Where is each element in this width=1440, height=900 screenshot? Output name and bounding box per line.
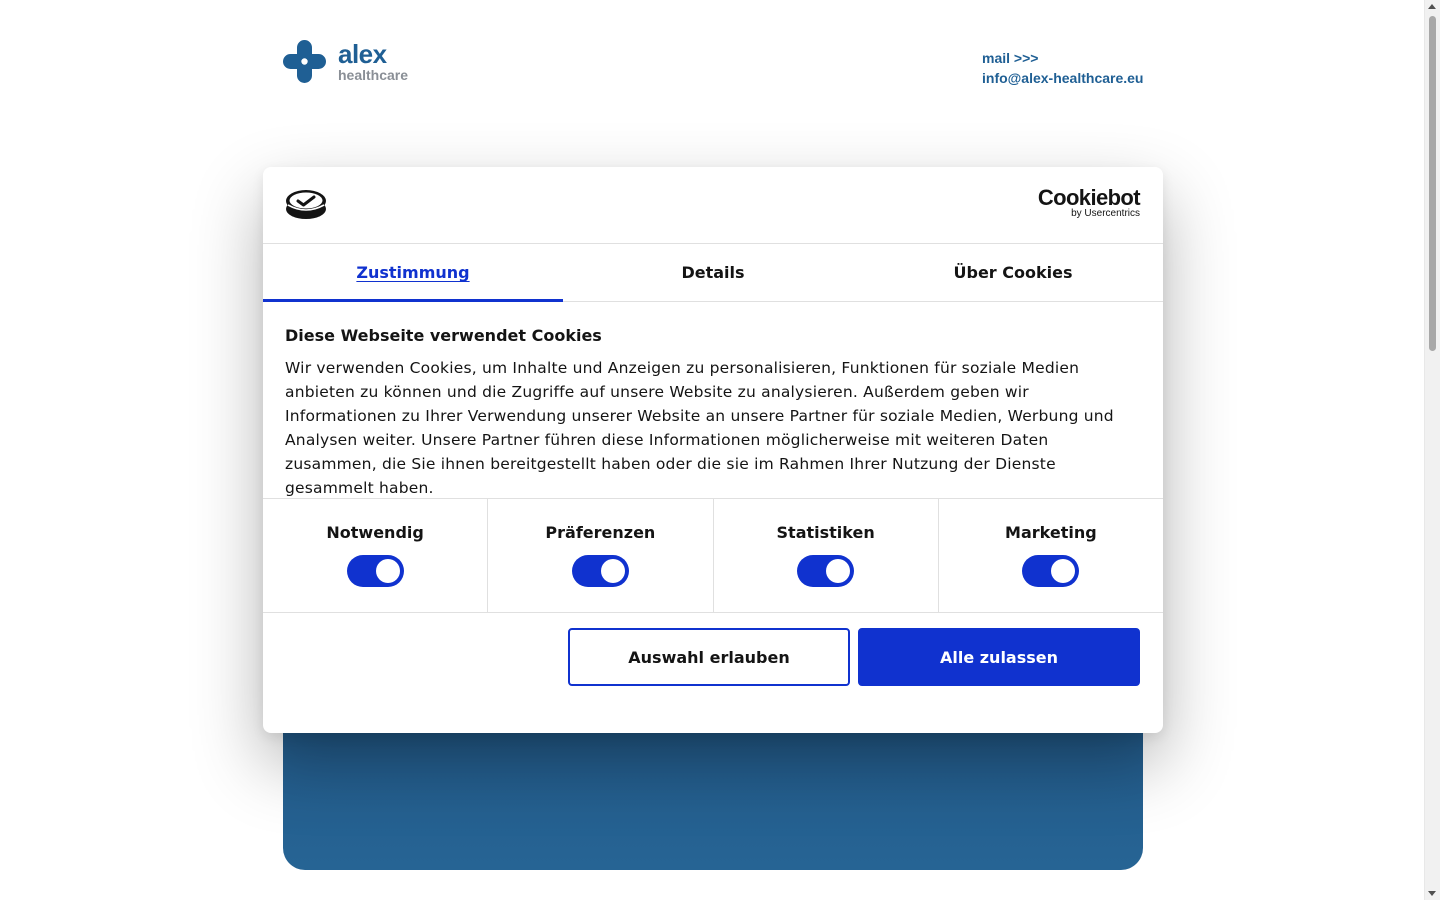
- vertical-scrollbar[interactable]: [1424, 0, 1440, 900]
- marketing-toggle[interactable]: [1022, 555, 1079, 587]
- contact-block: [982, 48, 1143, 88]
- category-label: Statistiken: [776, 523, 875, 542]
- consent-description: Wir verwenden Cookies, um Inhalte und Anzeigen zu personalisieren, Funktionen für soziale Medien anbieten zu können und die Zugriffe auf unsere Website zu analysieren. Außerdem geben wir Informationen zu Ihrer Verwendung unserer Website an unsere Partner für soziale Medien, Werbung und Analysen weiter. Unsere Partner führen diese Informationen möglicherweise mit weiteren Daten zusammen, die Sie ihnen bereitgestellt haben oder die sie im Rahmen Ihrer Nutzung der Dienste gesammelt haben.: [285, 359, 1114, 497]
- category-preferences: [488, 499, 713, 612]
- consent-title: Diese Webseite verwendet Cookies: [285, 326, 602, 345]
- category-label: Präferenzen: [545, 523, 656, 542]
- cookie-icon: [285, 188, 327, 224]
- consent-tabs: [263, 244, 1163, 302]
- scroll-up-arrow-icon[interactable]: [1428, 4, 1436, 9]
- category-marketing: [939, 499, 1163, 612]
- dialog-actions: [263, 613, 1163, 686]
- toggle-knob: [601, 559, 625, 583]
- tab-ueber-cookies[interactable]: Über Cookies: [953, 263, 1073, 282]
- logo-wordmark: alex: [338, 39, 387, 69]
- category-statistics: [714, 499, 939, 612]
- category-label: Marketing: [1005, 523, 1097, 542]
- scroll-down-arrow-icon[interactable]: [1428, 891, 1436, 896]
- cookie-consent-dialog: [263, 167, 1163, 733]
- cookiebot-wordmark: Cookiebot: [1037, 185, 1140, 210]
- cookiebot-logo[interactable]: [1038, 187, 1140, 220]
- scrollbar-thumb[interactable]: [1429, 16, 1436, 351]
- toggle-knob: [1051, 559, 1075, 583]
- toggle-knob: [376, 559, 400, 583]
- consent-body: [263, 302, 1163, 499]
- mail-link[interactable]: info@alex-healthcare.eu: [982, 70, 1144, 86]
- tab-zustimmung[interactable]: Zustimmung: [263, 244, 563, 301]
- tab-details[interactable]: Details: [681, 263, 745, 282]
- logo-subtitle: healthcare: [338, 67, 409, 83]
- category-label: Notwendig: [326, 523, 424, 542]
- allow-all-button[interactable]: Alle zulassen: [858, 628, 1140, 686]
- statistics-toggle[interactable]: [797, 555, 854, 587]
- site-logo[interactable]: [283, 40, 408, 83]
- category-toggles: [263, 499, 1163, 613]
- category-necessary: [263, 499, 488, 612]
- allow-selection-button[interactable]: Auswahl erlauben: [568, 628, 850, 686]
- necessary-toggle[interactable]: [347, 555, 404, 587]
- dialog-header: [263, 167, 1163, 244]
- medical-cross-icon: [283, 40, 326, 83]
- toggle-knob: [826, 559, 850, 583]
- preferences-toggle[interactable]: [572, 555, 629, 587]
- mail-link-label[interactable]: mail >>>: [982, 50, 1039, 66]
- cookiebot-byline: by Usercentrics: [1071, 208, 1140, 219]
